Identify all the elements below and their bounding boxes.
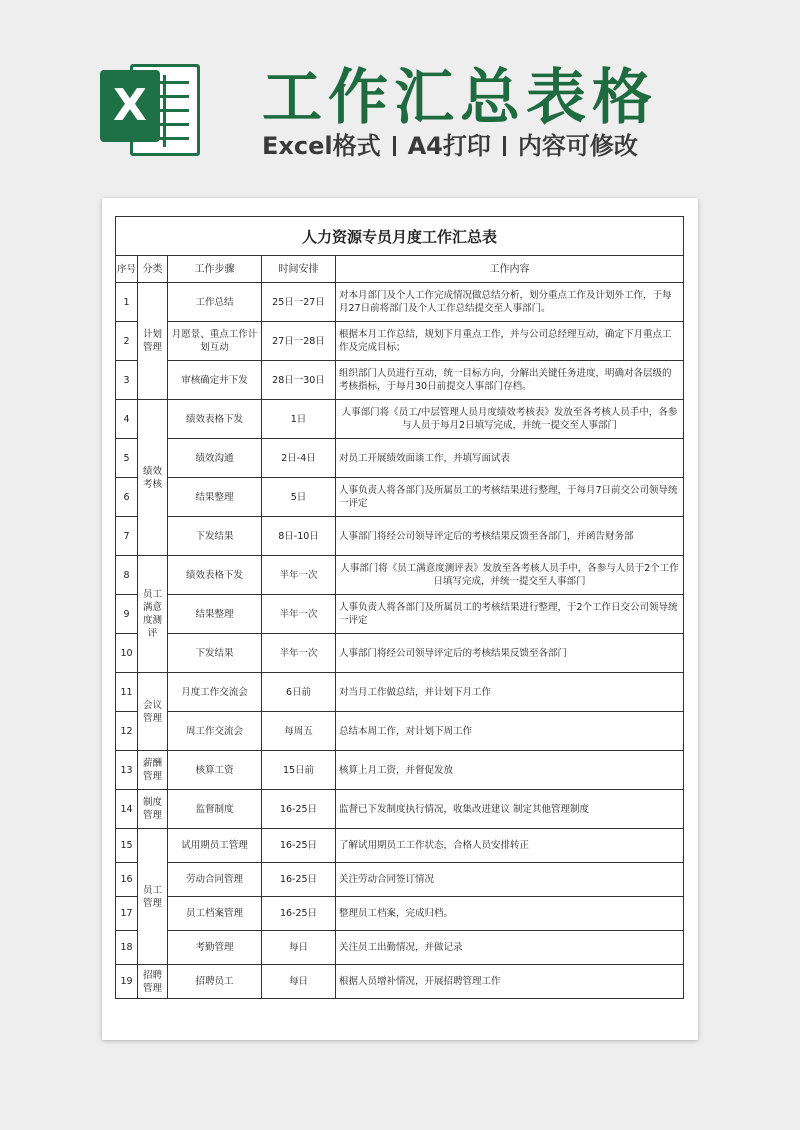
row-time: 16-25日 xyxy=(262,790,336,829)
row-time: 每周五 xyxy=(262,712,336,751)
row-content: 了解试用期员工工作状态，合格人员安排转正 xyxy=(336,829,684,863)
row-content: 人事负责人将各部门及所属员工的考核结果进行整理，于每月7日前交公司领导统一评定 xyxy=(336,478,684,517)
row-step: 结果整理 xyxy=(168,478,262,517)
row-step: 试用期员工管理 xyxy=(168,829,262,863)
row-time: 15日前 xyxy=(262,751,336,790)
table-row xyxy=(116,400,684,439)
row-time: 16-25日 xyxy=(262,897,336,931)
row-no: 13 xyxy=(116,751,138,790)
row-time: 每日 xyxy=(262,965,336,999)
row-no: 4 xyxy=(116,400,138,439)
row-content: 关注员工出勤情况，并做记录 xyxy=(336,931,684,965)
row-time: 16-25日 xyxy=(262,829,336,863)
table-row xyxy=(116,478,684,517)
table-row xyxy=(116,790,684,829)
row-step: 下发结果 xyxy=(168,634,262,673)
row-step: 绩效表格下发 xyxy=(168,556,262,595)
row-step: 绩效沟通 xyxy=(168,439,262,478)
subtitle-format: Excel格式 xyxy=(262,132,381,160)
row-step: 劳动合同管理 xyxy=(168,863,262,897)
row-time: 5日 xyxy=(262,478,336,517)
row-time: 1日 xyxy=(262,400,336,439)
row-content: 整理员工档案，完成归档。 xyxy=(336,897,684,931)
subtitle-separator xyxy=(393,136,396,156)
row-content: 关注劳动合同签订情况 xyxy=(336,863,684,897)
row-time: 16-25日 xyxy=(262,863,336,897)
row-content: 组织部门人员进行互动，统一目标方向，分解出关键任务进度，明确对各层级的考核指标，于每月30日前提交人事部门存档。 xyxy=(336,361,684,400)
row-step: 工作总结 xyxy=(168,283,262,322)
header-step: 工作步骤 xyxy=(168,256,262,283)
table-row xyxy=(116,439,684,478)
row-time: 半年一次 xyxy=(262,595,336,634)
category-recruit: 招聘管理 xyxy=(138,965,168,999)
subtitle-separator xyxy=(503,136,506,156)
banner-subtitle xyxy=(262,126,638,161)
row-no: 18 xyxy=(116,931,138,965)
row-step: 月愿景、重点工作计划互动 xyxy=(168,322,262,361)
row-no: 10 xyxy=(116,634,138,673)
category-meeting: 会议管理 xyxy=(138,673,168,751)
table-row xyxy=(116,283,684,322)
category-performance: 绩效考核 xyxy=(138,400,168,556)
row-content: 根据人员增补情况，开展招聘管理工作 xyxy=(336,965,684,999)
row-no: 15 xyxy=(116,829,138,863)
row-no: 7 xyxy=(116,517,138,556)
table-row xyxy=(116,897,684,931)
row-step: 周工作交流会 xyxy=(168,712,262,751)
document-page xyxy=(102,198,698,1040)
row-step: 下发结果 xyxy=(168,517,262,556)
row-time: 半年一次 xyxy=(262,634,336,673)
row-no: 16 xyxy=(116,863,138,897)
row-time: 6日前 xyxy=(262,673,336,712)
excel-logo-letter: X xyxy=(100,70,160,142)
table-row xyxy=(116,863,684,897)
row-time: 2日-4日 xyxy=(262,439,336,478)
table-row xyxy=(116,751,684,790)
row-no: 8 xyxy=(116,556,138,595)
row-content: 总结本周工作，对计划下周工作 xyxy=(336,712,684,751)
row-no: 6 xyxy=(116,478,138,517)
category-plan: 计划管理 xyxy=(138,283,168,400)
row-time: 半年一次 xyxy=(262,556,336,595)
row-no: 3 xyxy=(116,361,138,400)
row-step: 结果整理 xyxy=(168,595,262,634)
category-salary: 薪酬管理 xyxy=(138,751,168,790)
table-row xyxy=(116,712,684,751)
row-content: 人事负责人将各部门及所属员工的考核结果进行整理，于2个工作日交公司领导统一评定 xyxy=(336,595,684,634)
table-row xyxy=(116,517,684,556)
row-no: 9 xyxy=(116,595,138,634)
header-no: 序号 xyxy=(116,256,138,283)
header-category: 分类 xyxy=(138,256,168,283)
row-no: 19 xyxy=(116,965,138,999)
row-content: 对员工开展绩效面谈工作，并填写面试表 xyxy=(336,439,684,478)
row-content: 人事部门将经公司领导评定后的考核结果反馈至各部门，并函告财务部 xyxy=(336,517,684,556)
row-time: 25日一27日 xyxy=(262,283,336,322)
row-content: 人事部门将经公司领导评定后的考核结果反馈至各部门 xyxy=(336,634,684,673)
table-row xyxy=(116,634,684,673)
row-content: 人事部门将《员工满意度测评表》发放至各考核人员手中，各参与人员于2个工作日填写完成，并统一提交至人事部门 xyxy=(336,556,684,595)
row-step: 监督制度 xyxy=(168,790,262,829)
banner-title: 工作汇总表格 xyxy=(262,63,658,133)
excel-logo-icon xyxy=(100,58,196,158)
table-row xyxy=(116,829,684,863)
row-time: 每日 xyxy=(262,931,336,965)
row-no: 1 xyxy=(116,283,138,322)
row-no: 17 xyxy=(116,897,138,931)
table-row xyxy=(116,931,684,965)
row-no: 12 xyxy=(116,712,138,751)
row-time: 8日-10日 xyxy=(262,517,336,556)
row-content: 对本月部门及个人工作完成情况做总结分析，划分重点工作及计划外工作，于每月27日前将部门及个人工作总结提交至人事部门。 xyxy=(336,283,684,322)
category-staff: 员工管理 xyxy=(138,829,168,965)
table-row xyxy=(116,965,684,999)
row-content: 对当月工作做总结，并计划下月工作 xyxy=(336,673,684,712)
row-time: 27日一28日 xyxy=(262,322,336,361)
table-title: 人力资源专员月度工作汇总表 xyxy=(116,217,684,256)
table-header-row xyxy=(116,256,684,283)
header-banner xyxy=(0,0,800,195)
row-step: 考勤管理 xyxy=(168,931,262,965)
row-step: 招聘员工 xyxy=(168,965,262,999)
category-satisfaction-survey: 员工满意度测评 xyxy=(138,556,168,673)
table-row xyxy=(116,361,684,400)
row-step: 员工档案管理 xyxy=(168,897,262,931)
row-step: 绩效表格下发 xyxy=(168,400,262,439)
row-step: 月度工作交流会 xyxy=(168,673,262,712)
table-row xyxy=(116,556,684,595)
row-time: 28日一30日 xyxy=(262,361,336,400)
row-step: 审核确定并下发 xyxy=(168,361,262,400)
work-summary-table xyxy=(115,216,684,999)
header-content: 工作内容 xyxy=(336,256,684,283)
row-no: 14 xyxy=(116,790,138,829)
row-step: 核算工资 xyxy=(168,751,262,790)
row-no: 5 xyxy=(116,439,138,478)
header-time: 时间安排 xyxy=(262,256,336,283)
row-content: 根据本月工作总结，规划下月重点工作，并与公司总经理互动，确定下月重点工作及完成目标； xyxy=(336,322,684,361)
category-system: 制度管理 xyxy=(138,790,168,829)
row-no: 11 xyxy=(116,673,138,712)
table-row xyxy=(116,322,684,361)
row-content: 核算上月工资，并督促发放 xyxy=(336,751,684,790)
row-content: 人事部门将《员工/中层管理人员月度绩效考核表》发放至各考核人员手中，各参与人员于每月2日填写完成，并统一提交至人事部门 xyxy=(336,400,684,439)
row-no: 2 xyxy=(116,322,138,361)
table-row xyxy=(116,673,684,712)
subtitle-print: A4打印 xyxy=(407,132,491,160)
table-row xyxy=(116,595,684,634)
row-content: 监督已下发制度执行情况，收集改进建议 制定其他管理制度 xyxy=(336,790,684,829)
subtitle-editable: 内容可修改 xyxy=(517,132,638,160)
